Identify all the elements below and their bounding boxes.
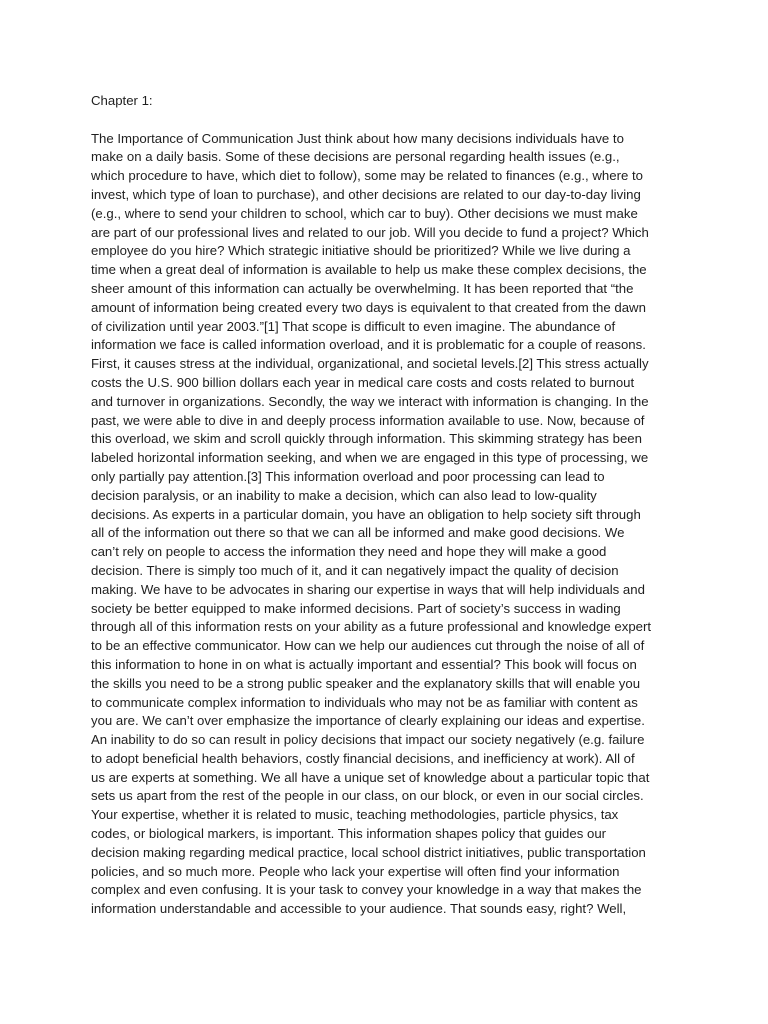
chapter-heading: Chapter 1: (91, 93, 153, 108)
document-content (91, 92, 689, 919)
body-paragraph: The Importance of Communication Just think about how many decisions individuals have to make on a daily basis. Some of these decisions are personal regarding health issues (e.g., which procedure to have, which diet to follow), some may be related to finances (e.g., where to invest, which type of loan to purchase), and other decisions are related to our day-to-day living (e.g., where to send your children to school, which car to buy). Other decisions we must make are part of our professional lives and related to our job. Will you decide to fund a project? Which employee do you hire? Which strategic initiative should be prioritized? While we live during a time when a great deal of information is available to help us make these complex decisions, the sheer amount of this information can actually be overwhelming. It has been reported that “the amount of information being created every two days is equivalent to that created from the dawn of civilization until year 2003.”[1] That scope is difficult to even imagine. The abundance of information we face is called information overload, and it is problematic for a couple of reasons. First, it causes stress at the individual, organizational, and societal levels.[2] This stress actually costs the U.S. 900 billion dollars each year in medical care costs and costs related to burnout and turnover in organizations. Secondly, the way we interact with information is changing. In the past, we were able to dive in and deeply process information available to use. Now, because of this overload, we skim and scroll quickly through information. This skimming strategy has been labeled horizontal information seeking, and when we are engaged in this type of processing, we only partially pay attention.[3] This information overload and poor processing can lead to decision paralysis, or an inability to make a decision, which can also lead to low-quality decisions. As experts in a particular domain, you have an obligation to help society sift through all of the information out there so that we can all be informed and make good decisions. We can’t rely on people to access the information they need and hope they will make a good decision. There is simply too much of it, and it can negatively impact the quality of decision making. We have to be advocates in sharing our expertise in ways that will help individuals and society be better equipped to make informed decisions. Part of society’s success in wading through all of this information rests on your ability as a future professional and knowledge expert to be an effective communicator. How can we help our audiences cut through the noise of all of this information to hone in on what is actually important and essential? This book will focus on the skills you need to be a strong public speaker and the explanatory skills that will enable you to communicate complex information to individuals who may not be as familiar with content as you are. We can’t over emphasize the importance of clearly explaining our ideas and expertise. An inability to do so can result in policy decisions that impact our society negatively (e.g. failure to adopt beneficial health behaviors, costly financial decisions, and inefficiency at work). All of us are experts at something. We all have a unique set of knowledge about a particular topic that sets us apart from the rest of the people in our class, on our block, or even in our social circles. Your expertise, whether it is related to music, teaching methodologies, particle physics, tax codes, or biological markers, is important. This information shapes policy that guides our decision making regarding medical practice, local school district initiatives, public transportation policies, and so much more. People who lack your expertise will often find your information complex and even confusing. It is your task to convey your knowledge in a way that makes the information understandable and accessible to your audience. That sounds easy, right? Well, (91, 130, 652, 917)
